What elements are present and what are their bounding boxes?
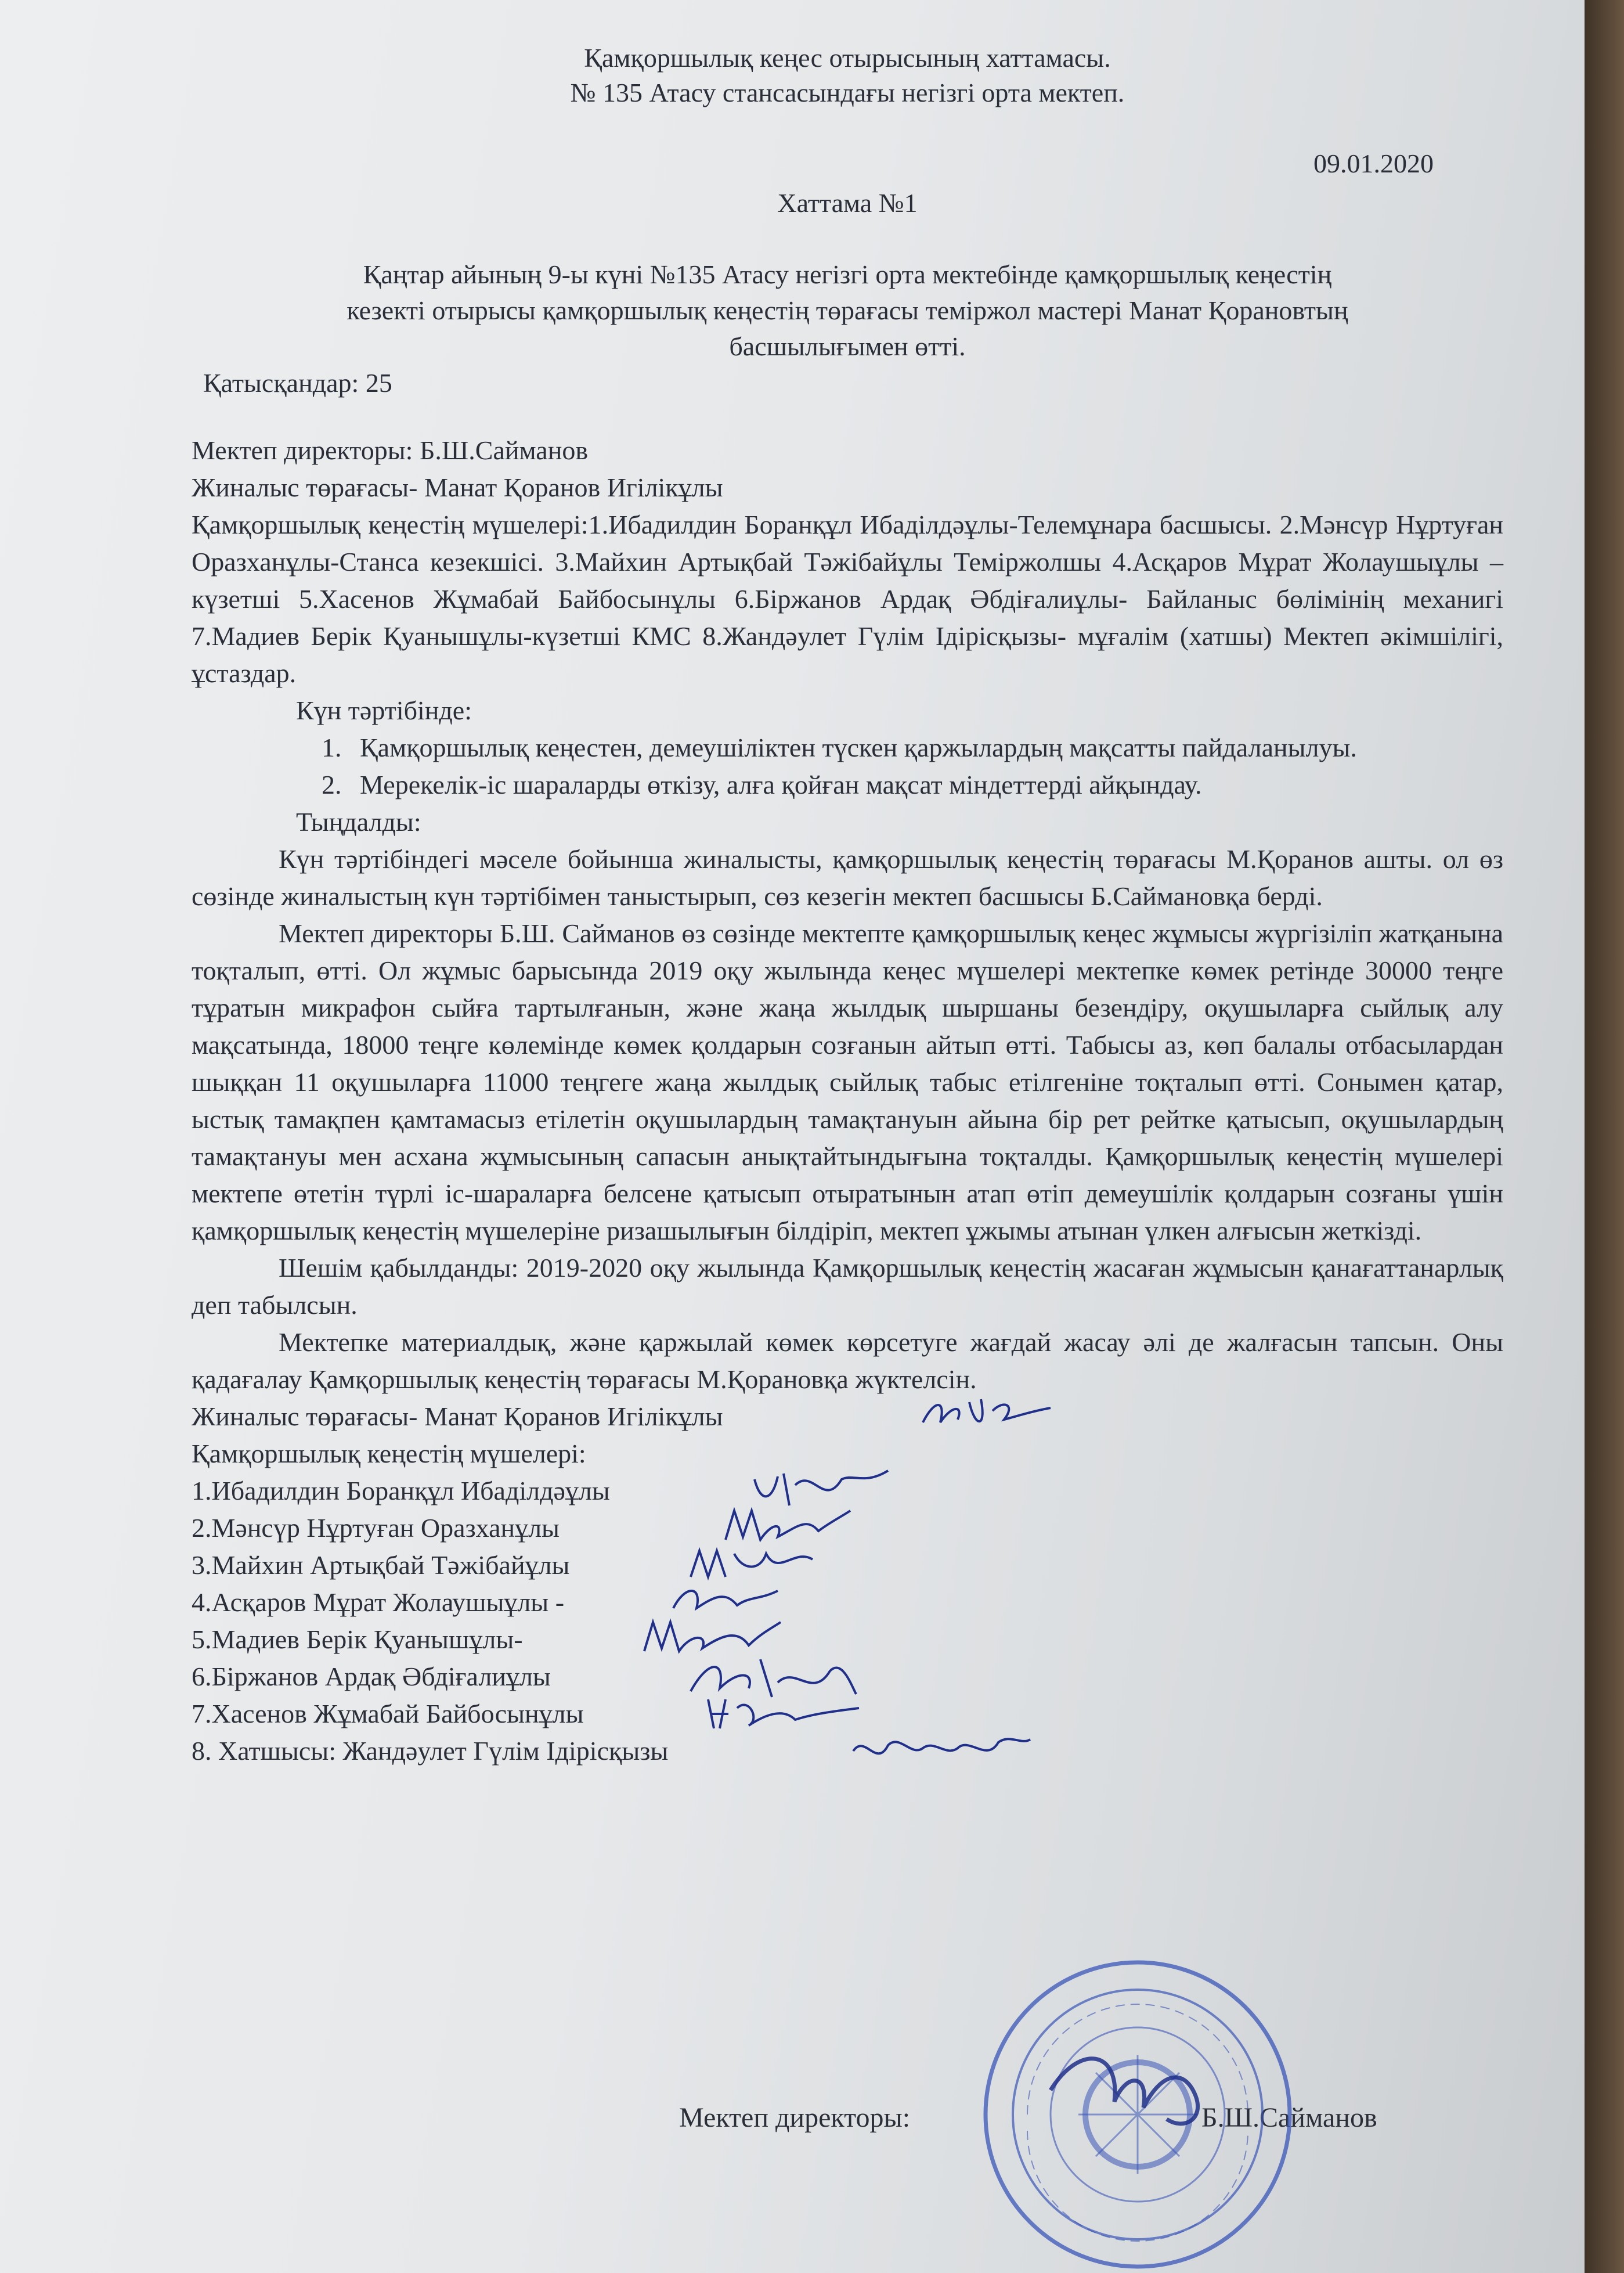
intro-line-1: Қаңтар айының 9-ы күні №135 Атасу негізгі орта мектебінде қамқоршылық кеңестің bbox=[363, 260, 1332, 289]
member-name: 2.Мәнсүр Нұртуған Оразханұлы bbox=[192, 1513, 560, 1543]
header-line-1: Қамқоршылық кеңес отырысының хаттамасы. bbox=[584, 43, 1111, 73]
intro-line-2: кезекті отырысы қамқоршылық кеңестің төрағасы теміржол мастері Манат Қорановтың bbox=[347, 296, 1348, 325]
member-name: 3.Майхин Артықбай Тәжібайұлы bbox=[192, 1550, 570, 1580]
member-name: 4.Асқаров Мұрат Жолаушыұлы - bbox=[192, 1587, 565, 1617]
member-signature-row bbox=[192, 1547, 1503, 1584]
heard-title: Тыңдалды: bbox=[296, 807, 421, 837]
background-edge bbox=[1585, 0, 1624, 2273]
member-name: 7.Хасенов Жұмабай Байбосынұлы bbox=[192, 1699, 584, 1728]
member-signature-row bbox=[192, 1584, 1503, 1621]
agenda-item: 1. Қамқоршылық кеңестен, демеушіліктен түскен қаржылардың мақсатты пайдаланылуы. bbox=[348, 729, 1503, 766]
secretary-name: 8. Хатшысы: Жандәулет Гүлім Ідірісқызы bbox=[192, 1736, 669, 1766]
signature-block bbox=[192, 1398, 1503, 1770]
director-label: Мектеп директоры: bbox=[679, 2102, 911, 2133]
chair-signature-row bbox=[192, 1398, 1503, 1435]
intro-paragraph bbox=[192, 257, 1503, 365]
director-name: Б.Ш.Сайманов bbox=[1201, 2102, 1377, 2133]
protocol-document bbox=[192, 41, 1503, 1770]
member-signature-row bbox=[192, 1732, 1503, 1770]
agenda-item: 2. Мерекелік-іс шараларды өткізу, алға қойған мақсат міндеттерді айқындау. bbox=[348, 766, 1503, 804]
member-name: 1.Ибадилдин Боранқұл Ибаділдәұлы bbox=[192, 1476, 610, 1505]
member-name: 5.Мадиев Берік Қуанышұлы- bbox=[192, 1624, 523, 1654]
director-line: Мектеп директоры: Б.Ш.Сайманов bbox=[192, 435, 589, 465]
members-signature-title: Қамқоршылық кеңестің мүшелері: bbox=[192, 1439, 586, 1468]
paragraph-task: Мектепке материалдық, және қаржылай көмек көрсетуге жағдай жасау әлі де жалғасын тапсын. Оны қадағалау Қамқоршылық кеңестің төрағасы М.Қорановқа жүктелсін. bbox=[192, 1327, 1503, 1394]
director-signature-row bbox=[679, 2102, 1377, 2134]
paragraph-heard: Күн тәртібіндегі мәселе бойынша жиналысты, қамқоршылық кеңестің төрағасы М.Қоранов ашты. ол өз сөзінде жиналыстың күн тәртібімен таныстырып, сөз кезегін мектеп басшысы Б.Саймановқа берді. bbox=[192, 844, 1503, 911]
protocol-title: Хаттама №1 bbox=[777, 188, 918, 218]
agenda-list bbox=[192, 729, 1503, 804]
handwritten-signature bbox=[917, 1388, 1056, 1440]
header-line-2: № 135 Атасу стансасындағы негізгі орта мектеп. bbox=[570, 78, 1125, 107]
paragraph-decision: Шешім қабылданды: 2019-2020 оқу жылында Қамқоршылық кеңестің жасаған жұмысын қанағаттанарлық деп табылсын. bbox=[192, 1253, 1503, 1320]
handwritten-signature bbox=[847, 1722, 1033, 1774]
handwritten-signature bbox=[702, 1685, 865, 1737]
intro-line-3: басшылығымен өтті. bbox=[729, 332, 966, 361]
protocol-date: 09.01.2020 bbox=[1313, 149, 1434, 178]
members-paragraph: Қамқоршылық кеңестің мүшелері:1.Ибадилдин Боранқұл Ибаділдәұлы-Телемұнара басшысы. 2.Мәнсүр Нұртуған Оразханұлы-Станса кезекшісі. 3.Майхин Артықбай Тәжібайұлы Теміржолшы 4.Асқаров Мұрат Жолаушыұлы – күзетші 5.Хасенов Жұмабай Байбосынұлы 6.Біржанов Ардақ Әбдіғалиұлы- Байланыс бөлімінің механигі 7.Мадиев Берік Қуанышұлы-күзетші КМС 8.Жандәулет Гүлім Ідірісқызы- мұғалім (хатшы) Мектеп әкімшілігі, ұстаздар. bbox=[192, 510, 1503, 688]
document-header bbox=[192, 41, 1503, 110]
chair-line: Жиналыс төрағасы- Манат Қоранов Игілікұлы bbox=[192, 473, 723, 502]
attendees-count: Қатысқандар: 25 bbox=[203, 368, 392, 398]
member-signature-row bbox=[192, 1510, 1503, 1547]
official-seal-stamp bbox=[975, 1957, 1300, 2273]
member-name: 6.Біржанов Ардақ Әбдіғалиұлы bbox=[192, 1662, 551, 1691]
agenda-title: Күн тәртібінде: bbox=[296, 696, 472, 725]
chair-signature-label: Жиналыс төрағасы- Манат Қоранов Игілікұлы bbox=[192, 1402, 723, 1431]
paragraph-director-speech: Мектеп директоры Б.Ш. Сайманов өз сөзінде мектепте қамқоршылық кеңес жұмысы жүргізіліп жатқанына тоқталып, өтті. Ол жұмыс барысында 2019 оқу жылында кеңес мүшелері мектепке көмек ретінде 30000 теңге тұратын микрафон сыйға тартылғанын, және жаңа жылдық шыршаны безендіру, оқушыларға сыйлық алу мақсатында, 18000 теңге көлемінде көмек қолдарын созғанын айтып өтті. Табысы аз, көп балалы отбасылардан шыққан 11 оқушыларға 11000 теңгеге жаңа жылдық сыйлық табыс етілгеніне тоқталып өтті. Сонымен қатар, ыстық тамақпен қамтамасыз етілетін оқушылардың тамақтануын айына бір рет рейтке қатысып, оқушылардың тамақтануы мен асхана жұмысының сапасын анықтайтындығына тоқталды. Қамқоршылық кеңестің мүшелері мектепе өтетін түрлі іс-шараларға белсене қатысып отыратынын атап өтіп демеушілік қолдарын созғаны үшін қамқоршылық кеңестің мүшелеріне ризашылығын білдіріп, мектеп ұжымы атынан үлкен алғысын жеткізді. bbox=[192, 918, 1503, 1245]
